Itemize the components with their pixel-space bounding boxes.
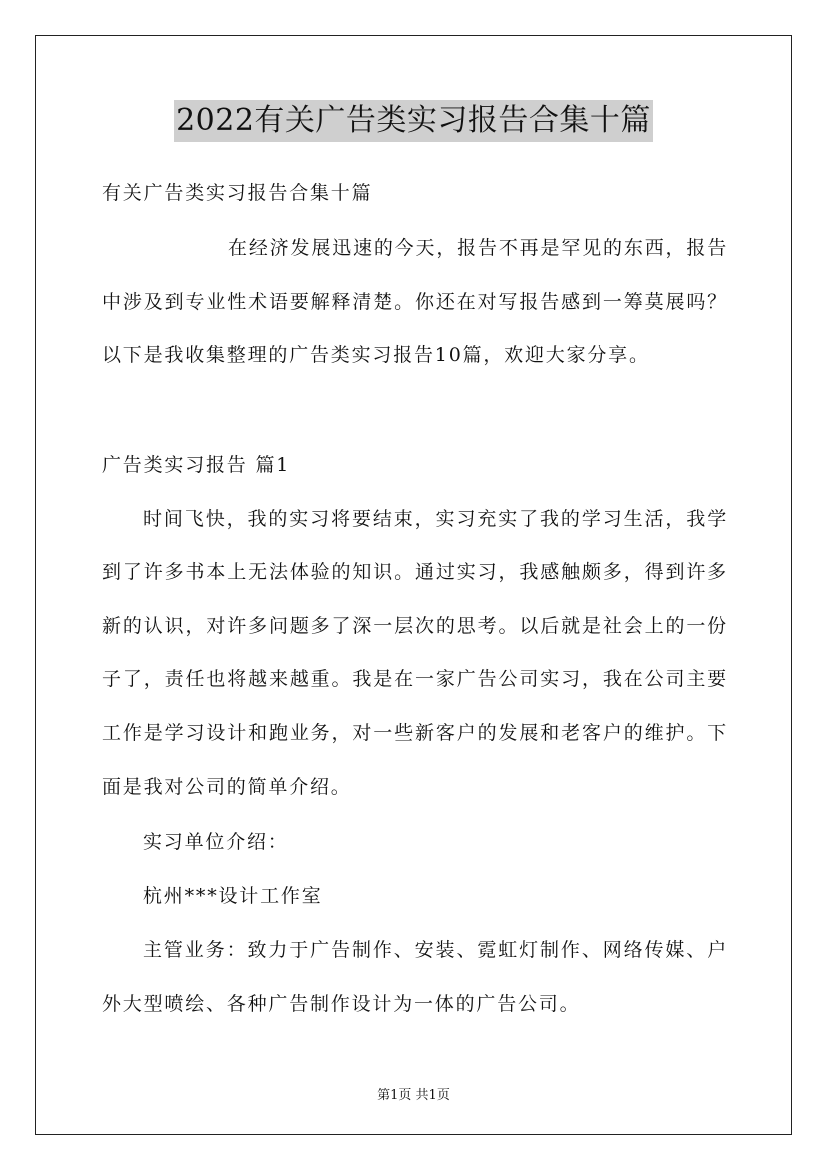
intro-line-1: 在经济发展迅速的今天，报告不再是罕见的东西，报告 [228,237,728,259]
business-line-1: 主管业务：致力于广告制作、安装、霓虹灯制作、网络传媒、户 [143,939,728,961]
title-container [0,100,827,142]
body-line-3: 新的认识，对许多问题多了深一层次的思考。以后就是社会上的一份 [102,615,728,637]
body-line-6: 面是我对公司的简单介绍。 [102,776,352,798]
intro-line-3: 以下是我收集整理的广告类实习报告10篇，欢迎大家分享。 [102,344,650,366]
page-footer: 第1页 共1页 [377,1088,450,1103]
section-heading: 广告类实习报告 篇1 [102,454,291,476]
body-line-2: 到了许多书本上无法体验的知识。通过实习，我感触颇多，得到许多 [102,561,728,583]
unit-name: 杭州***设计工作室 [143,885,323,907]
body-line-5: 工作是学习设计和跑业务，对一些新客户的发展和老客户的维护。下 [102,722,728,744]
document-subtitle: 有关广告类实习报告合集十篇 [102,182,373,204]
unit-label: 实习单位介绍： [143,831,289,853]
document-title: 2022有关广告类实习报告合集十篇 [174,100,653,142]
business-line-2: 外大型喷绘、各种广告制作设计为一体的广告公司。 [102,993,581,1015]
body-line-1: 时间飞快，我的实习将要结束，实习充实了我的学习生活，我学 [143,508,728,530]
intro-line-2: 中涉及到专业性术语要解释清楚。你还在对写报告感到一筹莫展吗？ [102,291,728,313]
body-line-4: 子了，责任也将越来越重。我是在一家广告公司实习，我在公司主要 [102,668,728,690]
